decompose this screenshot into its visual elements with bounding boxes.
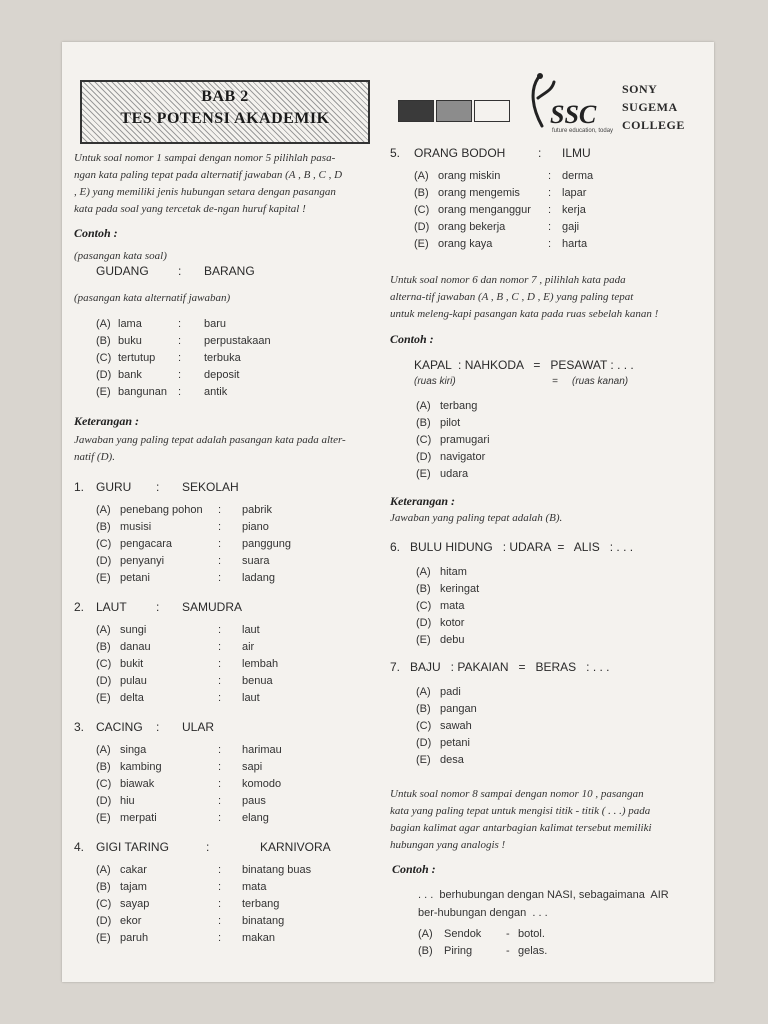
option-letter: (D) bbox=[416, 451, 432, 463]
option-sep: : bbox=[218, 915, 222, 927]
bar-light bbox=[474, 100, 510, 122]
option-letter: (C) bbox=[416, 720, 432, 732]
question-stem: 7. BAJU : PAKAIAN = BERAS : . . . bbox=[390, 660, 610, 674]
question-right: ULAR bbox=[182, 720, 215, 734]
option-text: hitam bbox=[440, 566, 467, 578]
college-logo bbox=[524, 68, 618, 138]
question-number: 3. bbox=[74, 720, 85, 734]
option-right: antik bbox=[204, 386, 228, 398]
option-letter: (A) bbox=[418, 928, 433, 940]
bar-mid bbox=[436, 100, 472, 122]
option-left: orang menganggur bbox=[438, 204, 531, 216]
question-sep: : bbox=[206, 840, 210, 854]
option-right: botol. bbox=[518, 928, 545, 940]
ruas-eq: = bbox=[552, 376, 558, 387]
option-letter: (D) bbox=[96, 795, 112, 807]
option-letter: (E) bbox=[96, 386, 111, 398]
option-letter: (B) bbox=[414, 187, 429, 199]
option-text: kotor bbox=[440, 617, 465, 629]
intro2-line: alterna-tif jawaban (A , B , C , D , E) yang paling tepat bbox=[390, 291, 634, 303]
option-left: penyanyi bbox=[120, 555, 165, 567]
question-sep: : bbox=[156, 600, 160, 614]
soal-label: (pasangan kata soal) bbox=[74, 250, 167, 262]
option-right: mata bbox=[242, 881, 267, 893]
option-letter: (D) bbox=[96, 369, 112, 381]
question-left: CACING bbox=[96, 720, 143, 734]
option-sep: : bbox=[548, 221, 552, 233]
option-left: Piring bbox=[444, 945, 473, 957]
option-right: deposit bbox=[204, 369, 240, 381]
option-sep: : bbox=[218, 504, 222, 516]
question-number: 2. bbox=[74, 600, 85, 614]
intro1-line: Untuk soal nomor 1 sampai dengan nomor 5 pilihlah pasa- bbox=[74, 152, 336, 164]
chapter-title: TES POTENSI AKADEMIK bbox=[120, 110, 330, 127]
option-sep: : bbox=[548, 238, 552, 250]
option-sep: : bbox=[178, 335, 182, 347]
option-left: orang mengemis bbox=[438, 187, 520, 199]
option-letter: (A) bbox=[96, 624, 111, 636]
option-left: pulau bbox=[120, 675, 147, 687]
option-letter: (C) bbox=[96, 658, 112, 670]
option-right: benua bbox=[242, 675, 273, 687]
option-sep: : bbox=[218, 641, 222, 653]
question-right: SEKOLAH bbox=[182, 480, 239, 494]
intro2-line: Untuk soal nomor 6 dan nomor 7 , pilihlah kata pada bbox=[390, 274, 626, 286]
option-letter: (B) bbox=[96, 521, 111, 533]
option-left: bangunan bbox=[118, 386, 167, 398]
option-right: baru bbox=[204, 318, 227, 330]
option-letter: (D) bbox=[96, 915, 112, 927]
logo-tagline: future education, today bbox=[552, 128, 614, 134]
question-number: 1. bbox=[74, 480, 85, 494]
option-letter: (C) bbox=[96, 778, 112, 790]
option-left: kambing bbox=[120, 761, 162, 773]
option-letter: (E) bbox=[416, 468, 431, 480]
option-right: lembah bbox=[242, 658, 279, 670]
option-left: tertutup bbox=[118, 352, 156, 364]
option-left: sayap bbox=[120, 898, 150, 910]
option-sep: : bbox=[218, 675, 222, 687]
contoh2-heading: Contoh : bbox=[390, 332, 434, 346]
option-sep: : bbox=[548, 204, 552, 216]
option-letter: (B) bbox=[416, 703, 431, 715]
intro2-paragraph bbox=[390, 272, 658, 323]
option-left: lama bbox=[118, 318, 142, 330]
option-sep: : bbox=[178, 318, 182, 330]
option-letter: (E) bbox=[414, 238, 429, 250]
option-left: orang kaya bbox=[438, 238, 493, 250]
question-left: GIGI TARING bbox=[96, 840, 169, 854]
option-letter: (E) bbox=[96, 692, 111, 704]
option-right: gaji bbox=[562, 221, 580, 233]
option-sep: : bbox=[178, 386, 182, 398]
option-text: pramugari bbox=[440, 434, 490, 446]
bar-dark bbox=[398, 100, 434, 122]
option-sep: : bbox=[218, 538, 222, 550]
example2-text: KAPAL : NAHKODA = PESAWAT : . . . bbox=[414, 358, 634, 372]
option-sep: : bbox=[178, 352, 182, 364]
option-text: navigator bbox=[440, 451, 486, 463]
option-sep: : bbox=[218, 658, 222, 670]
option-left: danau bbox=[120, 641, 151, 653]
option-text: keringat bbox=[440, 583, 480, 595]
option-letter: (A) bbox=[96, 744, 111, 756]
option-sep: : bbox=[548, 187, 552, 199]
option-sep: : bbox=[218, 521, 222, 533]
option-letter: (B) bbox=[416, 583, 431, 595]
option-right: derma bbox=[562, 170, 594, 182]
option-letter: (D) bbox=[416, 737, 432, 749]
option-text: terbang bbox=[440, 400, 478, 412]
option-right: terbuka bbox=[204, 352, 241, 364]
option-right: elang bbox=[242, 812, 269, 824]
intro3-line: Untuk soal nomor 8 sampai dengan nomor 10 , pasangan bbox=[390, 788, 644, 800]
option-sep: : bbox=[178, 369, 182, 381]
option-left: merpati bbox=[120, 812, 157, 824]
option-left: orang bekerja bbox=[438, 221, 506, 233]
option-text: pangan bbox=[440, 703, 477, 715]
option-right: air bbox=[242, 641, 255, 653]
example3 bbox=[418, 886, 669, 922]
option-sep: : bbox=[218, 572, 222, 584]
option-letter: (B) bbox=[96, 881, 111, 893]
option-letter: (E) bbox=[416, 634, 431, 646]
college-line: COLLEGE bbox=[622, 118, 685, 132]
option-letter: (A) bbox=[96, 864, 111, 876]
option-letter: (A) bbox=[416, 400, 431, 412]
contoh-heading: Contoh : bbox=[74, 226, 118, 240]
option-left: delta bbox=[120, 692, 144, 704]
option-right: makan bbox=[242, 932, 276, 944]
example3-line: ber-hubungan dengan . . . bbox=[418, 907, 548, 919]
intro2-line: untuk meleng-kapi pasangan kata pada ruas sebelah kanan ! bbox=[390, 308, 659, 320]
option-sep: : bbox=[218, 812, 222, 824]
option-right: laut bbox=[242, 624, 260, 636]
intro3-line: kata yang paling tepat untuk mengisi titik - titik ( . . .) pada bbox=[390, 805, 651, 817]
option-right: paus bbox=[242, 795, 266, 807]
keterangan2-text: Jawaban yang paling tepat adalah (B). bbox=[390, 512, 563, 524]
option-sep: : bbox=[218, 692, 222, 704]
option-text: pilot bbox=[440, 417, 461, 429]
option-letter: (A) bbox=[96, 318, 111, 330]
question-sep: : bbox=[538, 146, 542, 160]
option-left: bukit bbox=[120, 658, 144, 670]
question-sep: : bbox=[156, 480, 160, 494]
option-left: pengacara bbox=[120, 538, 172, 550]
soal-right: BARANG bbox=[204, 264, 255, 278]
question-left: GURU bbox=[96, 480, 132, 494]
option-right: harta bbox=[562, 238, 588, 250]
option-letter: (D) bbox=[414, 221, 430, 233]
option-letter: (B) bbox=[416, 417, 431, 429]
keterangan-line: natif (D). bbox=[74, 451, 115, 463]
option-left: singa bbox=[120, 744, 147, 756]
option-left: cakar bbox=[120, 864, 147, 876]
option-left: ekor bbox=[120, 915, 142, 927]
question-right: KARNIVORA bbox=[260, 840, 331, 854]
option-right: suara bbox=[242, 555, 270, 567]
option-right: kerja bbox=[562, 204, 586, 216]
chapter-label: BAB 2 bbox=[201, 88, 249, 105]
intro1-line: ngan kata paling tepat pada alternatif jawaban (A , B , C , D bbox=[74, 169, 343, 181]
option-letter: (B) bbox=[96, 335, 111, 347]
college-name bbox=[622, 80, 685, 134]
option-letter: (A) bbox=[414, 170, 429, 182]
option-text: desa bbox=[440, 754, 464, 766]
option-letter: (B) bbox=[418, 945, 433, 957]
option-letter: (C) bbox=[416, 434, 432, 446]
option-right: laut bbox=[242, 692, 260, 704]
option-right: gelas. bbox=[518, 945, 548, 957]
option-letter: (D) bbox=[416, 617, 432, 629]
option-sep: : bbox=[218, 624, 222, 636]
option-right: panggung bbox=[242, 538, 291, 550]
option-left: bank bbox=[118, 369, 142, 381]
option-sep: : bbox=[218, 881, 222, 893]
option-letter: (E) bbox=[96, 572, 111, 584]
option-right: binatang bbox=[242, 915, 285, 927]
intro3-line: bagian kalimat agar antarbagian kalimat tersebut memiliki bbox=[390, 822, 652, 834]
question-number: 4. bbox=[74, 840, 85, 854]
keterangan-heading: Keterangan : bbox=[74, 414, 140, 428]
option-text: mata bbox=[440, 600, 465, 612]
intro1-line: kata pada soal yang tercetak de-ngan huruf kapital ! bbox=[74, 203, 306, 215]
option-left: musisi bbox=[120, 521, 152, 533]
option-sep: : bbox=[218, 761, 222, 773]
option-left: biawak bbox=[120, 778, 155, 790]
option-letter: (E) bbox=[96, 812, 111, 824]
option-right: komodo bbox=[242, 778, 282, 790]
option-sep: : bbox=[218, 864, 222, 876]
college-line: SUGEMA bbox=[622, 100, 678, 114]
option-left: paruh bbox=[120, 932, 149, 944]
intro1-line: , E) yang memiliki jenis hubungan setara dengan pasangan bbox=[74, 186, 336, 198]
question-sep: : bbox=[156, 720, 160, 734]
option-sep: - bbox=[506, 928, 510, 940]
option-text: udara bbox=[440, 468, 469, 480]
option-sep: : bbox=[548, 170, 552, 182]
option-sep: : bbox=[218, 898, 222, 910]
option-letter: (C) bbox=[96, 538, 112, 550]
option-left: penebang pohon bbox=[120, 504, 203, 516]
keterangan-line: Jawaban yang paling tepat adalah pasangan kata pada alter- bbox=[74, 434, 346, 446]
option-text: padi bbox=[440, 686, 461, 698]
example3-line: . . . berhubungan dengan NASI, sebagaimana AIR bbox=[418, 889, 669, 901]
logo-mark-text: SSC bbox=[550, 100, 597, 129]
option-right: pabrik bbox=[242, 504, 272, 516]
ruas-kiri: (ruas kiri) bbox=[414, 376, 456, 387]
contoh3-heading: Contoh : bbox=[392, 862, 436, 876]
option-sep: : bbox=[218, 795, 222, 807]
question-left: LAUT bbox=[96, 600, 127, 614]
option-letter: (C) bbox=[414, 204, 430, 216]
option-letter: (A) bbox=[96, 504, 111, 516]
option-letter: (A) bbox=[416, 566, 431, 578]
college-line: SONY bbox=[622, 82, 658, 96]
option-sep: : bbox=[218, 555, 222, 567]
question-right: ILMU bbox=[562, 146, 591, 160]
soal-sep: : bbox=[178, 264, 182, 278]
option-right: terbang bbox=[242, 898, 280, 910]
option-left: petani bbox=[120, 572, 150, 584]
option-left: Sendok bbox=[444, 928, 482, 940]
option-right: harimau bbox=[242, 744, 282, 756]
option-letter: (B) bbox=[96, 641, 111, 653]
option-sep: - bbox=[506, 945, 510, 957]
option-text: debu bbox=[440, 634, 465, 646]
soal-left: GUDANG bbox=[96, 264, 149, 278]
option-right: binatang buas bbox=[242, 864, 312, 876]
question-stem: 6. BULU HIDUNG : UDARA = ALIS : . . . bbox=[390, 540, 634, 554]
option-letter: (C) bbox=[416, 600, 432, 612]
keterangan2-heading: Keterangan : bbox=[390, 494, 456, 508]
question-left: ORANG BODOH bbox=[414, 146, 506, 160]
option-left: buku bbox=[118, 335, 142, 347]
option-letter: (D) bbox=[96, 675, 112, 687]
option-letter: (D) bbox=[96, 555, 112, 567]
option-left: orang miskin bbox=[438, 170, 501, 182]
option-text: sawah bbox=[440, 720, 472, 732]
intro3-line: hubungan yang analogis ! bbox=[390, 839, 506, 851]
option-right: sapi bbox=[242, 761, 263, 773]
ruas-kanan: (ruas kanan) bbox=[572, 376, 629, 387]
option-letter: (C) bbox=[96, 352, 112, 364]
option-letter: (E) bbox=[96, 932, 111, 944]
option-sep: : bbox=[218, 778, 222, 790]
option-sep: : bbox=[218, 744, 222, 756]
option-left: tajam bbox=[120, 881, 147, 893]
option-sep: : bbox=[218, 932, 222, 944]
keterangan-paragraph bbox=[74, 432, 346, 466]
option-right: piano bbox=[242, 521, 269, 533]
option-text: petani bbox=[440, 737, 470, 749]
option-left: hiu bbox=[120, 795, 135, 807]
option-right: ladang bbox=[242, 572, 276, 584]
intro1-paragraph bbox=[74, 150, 370, 218]
question-right: SAMUDRA bbox=[182, 600, 243, 614]
option-letter: (C) bbox=[96, 898, 112, 910]
option-right: perpustakaan bbox=[204, 335, 271, 347]
jawaban-label: (pasangan kata alternatif jawaban) bbox=[74, 292, 231, 304]
option-left: sungi bbox=[120, 624, 147, 636]
option-letter: (A) bbox=[416, 686, 431, 698]
option-letter: (B) bbox=[96, 761, 111, 773]
chapter-title-box bbox=[80, 80, 370, 144]
option-right: lapar bbox=[562, 187, 587, 199]
intro3-paragraph bbox=[390, 786, 652, 854]
option-letter: (E) bbox=[416, 754, 431, 766]
question-number: 5. bbox=[390, 146, 401, 160]
